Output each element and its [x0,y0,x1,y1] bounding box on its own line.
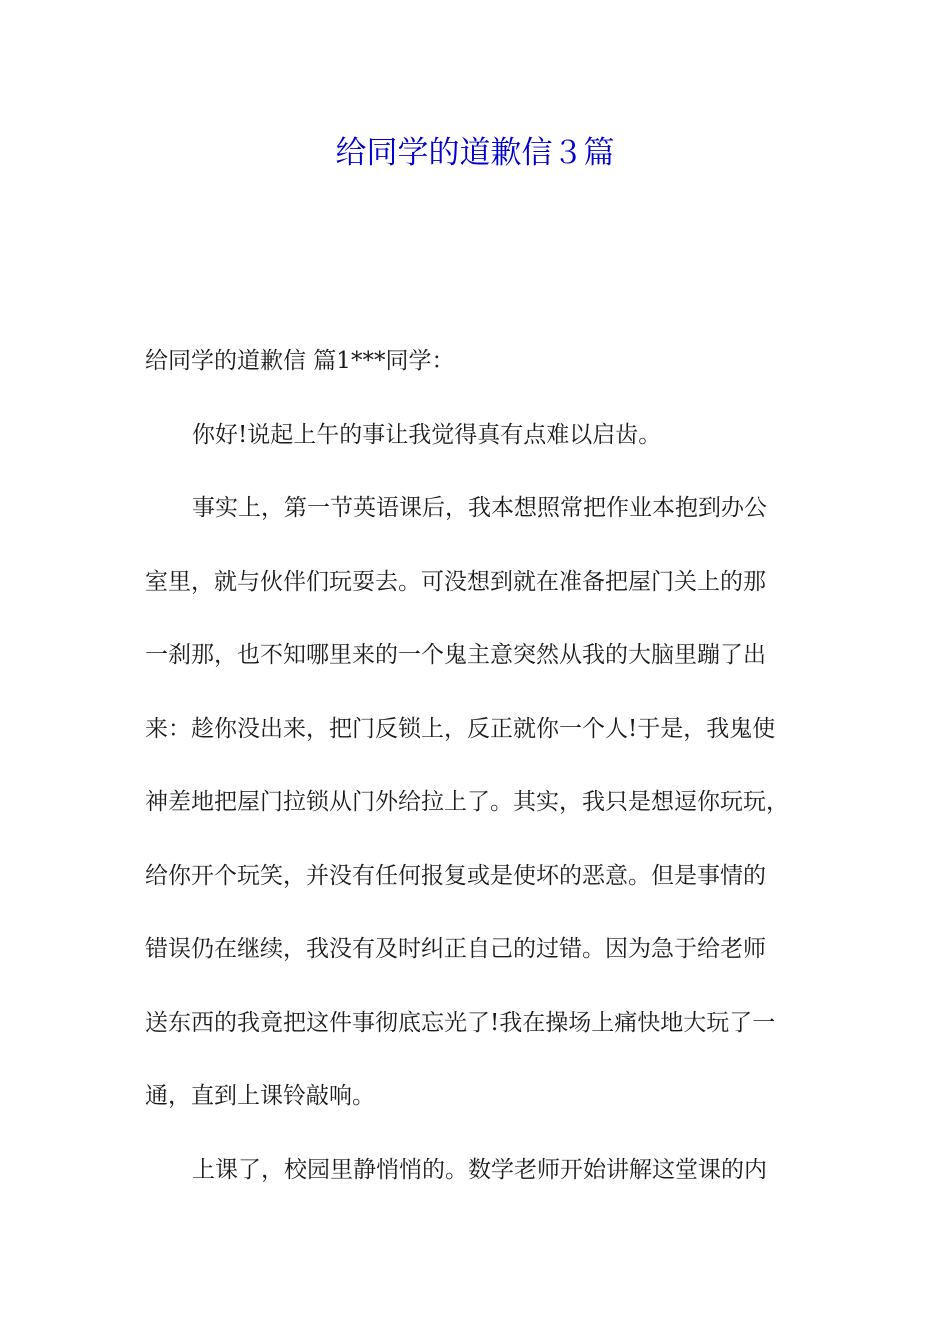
text-line: 给你开个玩笑，并没有任何报复或是使坏的恶意。但是事情的 [145,862,766,889]
text-line: 你好!说起上午的事让我觉得真有点难以启齿。 [192,421,662,448]
document-title: 给同学的道歉信３篇 [335,135,615,171]
text-line: 室里，就与伙伴们玩耍去。可没想到就在准备把屋门关上的那 [145,568,766,595]
document-body [145,341,825,1223]
text-line: 神差地把屋门拉锁从门外给拉上了。其实，我只是想逗你玩玩， [145,789,789,815]
text-line: 给同学的道歉信 篇1***同学： [145,348,455,374]
text-line: 错误仍在继续，我没有及时纠正自己的过错。因为急于给老师 [145,936,766,962]
text-line: 事实上，第一节英语课后，我本想照常把作业本抱到办公 [192,495,767,521]
text-line: 一刹那，也不知哪里来的一个鬼主意突然从我的大脑里蹦了出 [145,642,766,668]
text-line: 通，直到上课铃敲响。 [145,1083,375,1109]
text-line: 来：趁你没出来，把门反锁上，反正就你一个人!于是，我鬼使 [145,715,776,742]
text-line: 送东西的我竟把这件事彻底忘光了!我在操场上痛快地大玩了一 [145,1009,776,1036]
text-line: 上课了，校园里静悄悄的。数学老师开始讲解这堂课的内 [192,1156,767,1183]
